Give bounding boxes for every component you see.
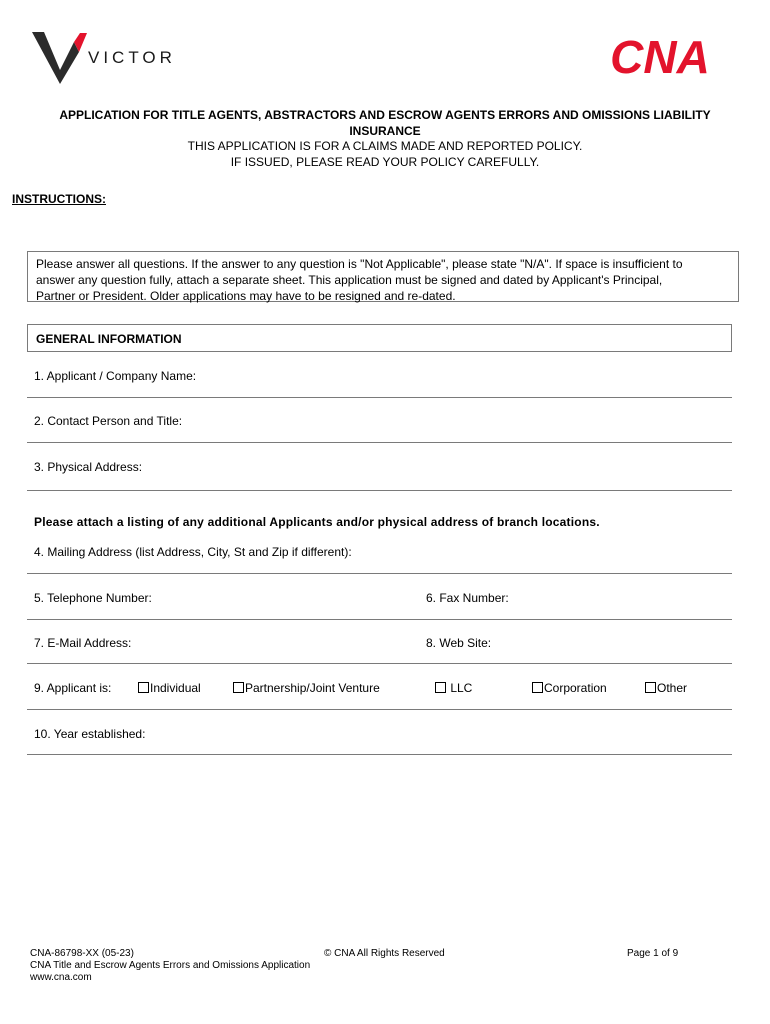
checkbox-partnership[interactable]	[233, 681, 380, 695]
checkbox-individual[interactable]	[138, 681, 201, 695]
victor-logo-text: VICTOR	[88, 48, 176, 67]
telephone-label: 5. Telephone Number:	[34, 591, 152, 605]
telephone-fax-field[interactable]	[27, 619, 732, 620]
email-label: 7. E-Mail Address:	[34, 636, 132, 650]
mailing-address-label: 4. Mailing Address (list Address, City, St and Zip if different):	[34, 545, 352, 559]
applicant-name-field[interactable]	[27, 397, 732, 398]
cna-logo	[598, 34, 722, 78]
title-line-2: INSURANCE	[349, 123, 421, 138]
applicant-type-rule	[27, 709, 732, 710]
cna-logo-text: CNA	[610, 34, 710, 78]
instructions-box	[27, 251, 739, 302]
checkbox-square-icon	[532, 682, 543, 693]
checkbox-llc[interactable]	[435, 681, 472, 695]
footer-form-number: CNA-86798-XX (05-23)	[30, 948, 134, 959]
website-label: 8. Web Site:	[426, 636, 492, 650]
fax-label: 6. Fax Number:	[426, 591, 509, 605]
contact-person-field[interactable]	[27, 442, 732, 443]
title-line-3: THIS APPLICATION IS FOR A CLAIMS MADE AND REPORTED POLICY.	[187, 139, 583, 153]
instructions-heading: INSTRUCTIONS:	[12, 192, 106, 206]
year-established-field[interactable]	[27, 754, 732, 755]
branch-locations-note: Please attach a listing of any additional Applicants and/or physical address of branch locations.	[34, 515, 600, 529]
footer-website: www.cna.com	[30, 972, 92, 983]
footer-page-number: Page 1 of 9	[627, 948, 679, 959]
physical-address-field[interactable]	[27, 490, 732, 491]
instructions-line-2: answer any question fully, attach a separate sheet. This application must be signed and dated by Applicant's Principal,	[36, 273, 663, 287]
checkbox-individual-label: Individual	[150, 681, 201, 695]
title-line-1: APPLICATION FOR TITLE AGENTS, ABSTRACTORS AND ESCROW AGENTS ERRORS AND OMISSIONS LIABILITY	[59, 108, 711, 122]
contact-person-label: 2. Contact Person and Title:	[34, 414, 183, 428]
year-established-label: 10. Year established:	[34, 727, 146, 741]
mailing-address-field[interactable]	[27, 573, 732, 574]
checkbox-other-label: Other	[657, 681, 688, 695]
applicant-type-label: 9. Applicant is:	[34, 681, 112, 695]
checkbox-corporation-label: Corporation	[544, 681, 607, 695]
victor-v-mark-icon	[30, 30, 90, 86]
applicant-name-label: 1. Applicant / Company Name:	[34, 369, 197, 383]
footer-form-name: CNA Title and Escrow Agents Errors and Omissions Application	[30, 960, 311, 971]
general-information-heading: GENERAL INFORMATION	[27, 324, 732, 352]
victor-logo	[30, 30, 190, 86]
title-line-4: IF ISSUED, PLEASE READ YOUR POLICY CAREFULLY.	[230, 154, 540, 169]
checkbox-other[interactable]	[645, 681, 687, 695]
checkbox-square-icon	[233, 682, 244, 693]
instructions-line-1: Please answer all questions. If the answer to any question is "Not Applicable", please state "N/A". If space is insufficient to	[36, 257, 683, 271]
instructions-line-3: Partner or President. Older applications may have to be resigned and re-dated.	[36, 289, 456, 303]
checkbox-corporation[interactable]	[532, 681, 607, 695]
physical-address-label: 3. Physical Address:	[34, 460, 143, 474]
email-website-field[interactable]	[27, 663, 732, 664]
footer-copyright: © CNA All Rights Reserved	[324, 948, 445, 959]
checkbox-llc-label: LLC	[447, 681, 473, 695]
footer-form-info	[30, 948, 310, 984]
checkbox-square-icon	[435, 682, 446, 693]
checkbox-partnership-label: Partnership/Joint Venture	[245, 681, 380, 695]
checkbox-square-icon	[645, 682, 656, 693]
application-title	[20, 108, 750, 170]
checkbox-square-icon	[138, 682, 149, 693]
